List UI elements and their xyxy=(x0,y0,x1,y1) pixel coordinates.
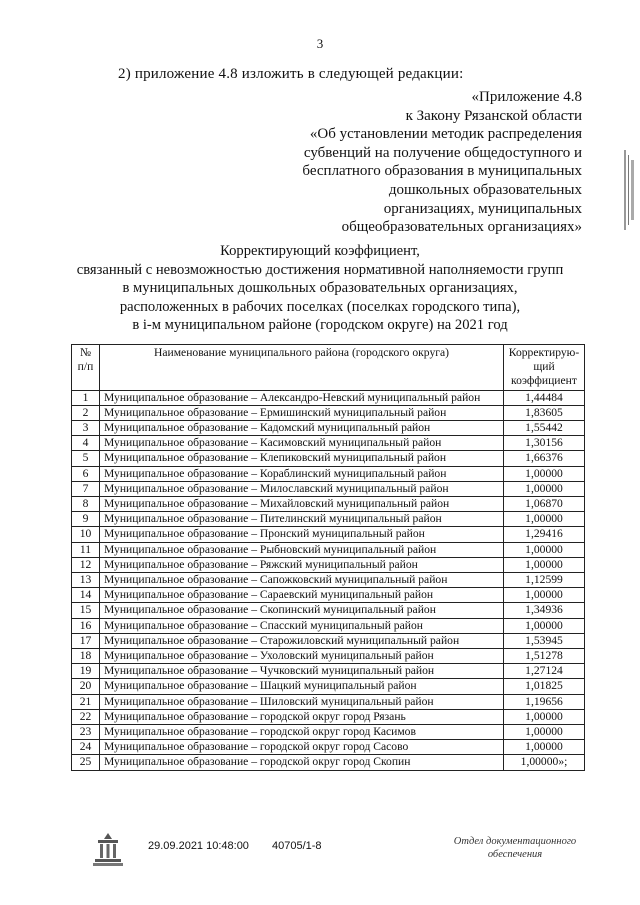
row-number: 20 xyxy=(72,679,100,694)
table-row xyxy=(72,390,585,405)
intro-text: 2) приложение 4.8 изложить в следующей редакции: xyxy=(118,66,464,82)
table-row xyxy=(72,512,585,527)
row-coefficient: 1,00000 xyxy=(504,466,585,481)
heading-line: расположенных в рабочих поселках (поселках городского типа), xyxy=(119,298,521,315)
row-number: 21 xyxy=(72,694,100,709)
row-number: 7 xyxy=(72,481,100,496)
table-row xyxy=(72,405,585,420)
appendix-line: «Приложение 4.8 xyxy=(471,89,582,105)
table-row xyxy=(72,740,585,755)
table-row xyxy=(72,481,585,496)
footer-doc-code: 40705/1-8 xyxy=(272,840,322,852)
appendix-header xyxy=(302,88,582,237)
emblem-logo xyxy=(90,830,126,870)
table-row xyxy=(72,664,585,679)
row-coefficient: 1,12599 xyxy=(504,573,585,588)
heading-line: в муниципальных дошкольных образовательных организациях, xyxy=(122,280,518,297)
row-number: 14 xyxy=(72,588,100,603)
row-coefficient: 1,00000 xyxy=(504,709,585,724)
heading-line: Корректирующий коэффициент, xyxy=(220,243,420,259)
row-municipality-name: Муниципальное образование – Кадомский муниципальный район xyxy=(100,421,504,436)
row-municipality-name: Муниципальное образование – городской округ город Сасово xyxy=(100,740,504,755)
row-coefficient: 1,00000 xyxy=(504,557,585,572)
row-number: 22 xyxy=(72,709,100,724)
row-number: 19 xyxy=(72,664,100,679)
table-row xyxy=(72,527,585,542)
row-coefficient: 1,00000 xyxy=(504,725,585,740)
row-municipality-name: Муниципальное образование – Касимовский муниципальный район xyxy=(100,436,504,451)
appendix-line: общеобразовательных организациях» xyxy=(341,219,582,236)
row-municipality-name: Муниципальное образование – Шиловский муниципальный район xyxy=(100,694,504,709)
table-row xyxy=(72,725,585,740)
row-coefficient: 1,00000 xyxy=(504,618,585,633)
row-number: 4 xyxy=(72,436,100,451)
row-municipality-name: Муниципальное образование – Скопинский муниципальный район xyxy=(100,603,504,618)
row-municipality-name: Муниципальное образование – Милославский муниципальный район xyxy=(100,481,504,496)
footer-department-stamp: Отдел документационного обеспечения xyxy=(453,836,577,860)
row-coefficient: 1,27124 xyxy=(504,664,585,679)
row-municipality-name: Муниципальное образование – городской округ город Скопин xyxy=(100,755,504,770)
row-municipality-name: Муниципальное образование – Чучковский муниципальный район xyxy=(100,664,504,679)
header-num: № п/п xyxy=(72,345,100,391)
row-municipality-name: Муниципальное образование – Кораблинский муниципальный район xyxy=(100,466,504,481)
table-row xyxy=(72,755,585,770)
row-municipality-name: Муниципальное образование – Шацкий муниципальный район xyxy=(100,679,504,694)
row-municipality-name: Муниципальное образование – Ухоловский муниципальный район xyxy=(100,649,504,664)
row-number: 10 xyxy=(72,527,100,542)
row-number: 25 xyxy=(72,755,100,770)
row-coefficient: 1,66376 xyxy=(504,451,585,466)
margin-barcode-mark xyxy=(622,150,636,230)
row-number: 13 xyxy=(72,573,100,588)
page-number: 3 xyxy=(316,36,324,51)
row-number: 6 xyxy=(72,466,100,481)
row-municipality-name: Муниципальное образование – Сапожковский муниципальный район xyxy=(100,573,504,588)
table-row xyxy=(72,618,585,633)
row-number: 8 xyxy=(72,497,100,512)
row-municipality-name: Муниципальное образование – городской округ город Рязань xyxy=(100,709,504,724)
row-number: 3 xyxy=(72,421,100,436)
row-number: 1 xyxy=(72,390,100,405)
row-coefficient: 1,44484 xyxy=(504,390,585,405)
row-coefficient: 1,00000 xyxy=(504,542,585,557)
row-coefficient: 1,00000 xyxy=(504,588,585,603)
appendix-line: к Закону Рязанской области xyxy=(405,107,582,124)
row-municipality-name: Муниципальное образование – Александро-Невский муниципальный район xyxy=(100,390,504,405)
table-row xyxy=(72,649,585,664)
row-number: 15 xyxy=(72,603,100,618)
row-coefficient: 1,34936 xyxy=(504,603,585,618)
footer-datetime: 29.09.2021 10:48:00 xyxy=(148,840,249,852)
row-coefficient: 1,30156 xyxy=(504,436,585,451)
row-municipality-name: Муниципальное образование – Спасский муниципальный район xyxy=(100,618,504,633)
row-number: 2 xyxy=(72,405,100,420)
row-coefficient: 1,06870 xyxy=(504,497,585,512)
row-number: 9 xyxy=(72,512,100,527)
row-municipality-name: Муниципальное образование – Пителинский муниципальный район xyxy=(100,512,504,527)
row-coefficient: 1,00000 xyxy=(504,512,585,527)
heading-line: связанный с невозможностью достижения нормативной наполняемости групп xyxy=(76,261,564,278)
row-coefficient: 1,00000 xyxy=(504,481,585,496)
table-row xyxy=(72,603,585,618)
row-municipality-name: Муниципальное образование – Сараевский муниципальный район xyxy=(100,588,504,603)
row-coefficient: 1,19656 xyxy=(504,694,585,709)
table-row xyxy=(72,466,585,481)
table-body xyxy=(72,390,585,770)
row-coefficient: 1,00000»; xyxy=(504,755,585,770)
table-heading xyxy=(60,242,580,335)
row-municipality-name: Муниципальное образование – Клепиковский муниципальный район xyxy=(100,451,504,466)
table-row xyxy=(72,588,585,603)
row-number: 17 xyxy=(72,633,100,648)
table-row xyxy=(72,633,585,648)
row-number: 12 xyxy=(72,557,100,572)
header-coef: Корректирую-щий коэффициент xyxy=(504,345,585,391)
heading-line: в i-м муниципальном районе (городском округе) на 2021 год xyxy=(132,317,508,334)
table-row xyxy=(72,573,585,588)
appendix-line: «Об установлении методик распределения xyxy=(309,126,582,143)
row-municipality-name: Муниципальное образование – Ермишинский муниципальный район xyxy=(100,405,504,420)
table-row xyxy=(72,557,585,572)
appendix-line: субвенций на получение общедоступного и xyxy=(303,144,582,161)
row-coefficient: 1,01825 xyxy=(504,679,585,694)
row-municipality-name: Муниципальное образование – Михайловский муниципальный район xyxy=(100,497,504,512)
row-coefficient: 1,53945 xyxy=(504,633,585,648)
coefficient-table xyxy=(71,344,585,771)
row-municipality-name: Муниципальное образование – Ряжский муниципальный район xyxy=(100,557,504,572)
row-municipality-name: Муниципальное образование – Старожиловский муниципальный район xyxy=(100,633,504,648)
table-row xyxy=(72,694,585,709)
row-number: 18 xyxy=(72,649,100,664)
row-municipality-name: Муниципальное образование – Пронский муниципальный район xyxy=(100,527,504,542)
appendix-line: дошкольных образовательных xyxy=(388,181,582,198)
row-municipality-name: Муниципальное образование – городской округ город Касимов xyxy=(100,725,504,740)
table-row xyxy=(72,451,585,466)
header-name: Наименование муниципального района (городского округа) xyxy=(100,345,504,391)
row-number: 24 xyxy=(72,740,100,755)
table-row xyxy=(72,497,585,512)
table-row xyxy=(72,542,585,557)
row-coefficient: 1,83605 xyxy=(504,405,585,420)
appendix-line: бесплатного образования в муниципальных xyxy=(302,163,582,180)
table-row xyxy=(72,436,585,451)
row-municipality-name: Муниципальное образование – Рыбновский муниципальный район xyxy=(100,542,504,557)
row-number: 16 xyxy=(72,618,100,633)
row-number: 11 xyxy=(72,542,100,557)
table-row xyxy=(72,421,585,436)
row-coefficient: 1,51278 xyxy=(504,649,585,664)
row-number: 5 xyxy=(72,451,100,466)
row-number: 23 xyxy=(72,725,100,740)
table-row xyxy=(72,709,585,724)
row-coefficient: 1,55442 xyxy=(504,421,585,436)
appendix-line: организациях, муниципальных xyxy=(383,200,582,217)
row-coefficient: 1,29416 xyxy=(504,527,585,542)
table-header-row xyxy=(72,345,585,391)
table-row xyxy=(72,679,585,694)
row-coefficient: 1,00000 xyxy=(504,740,585,755)
